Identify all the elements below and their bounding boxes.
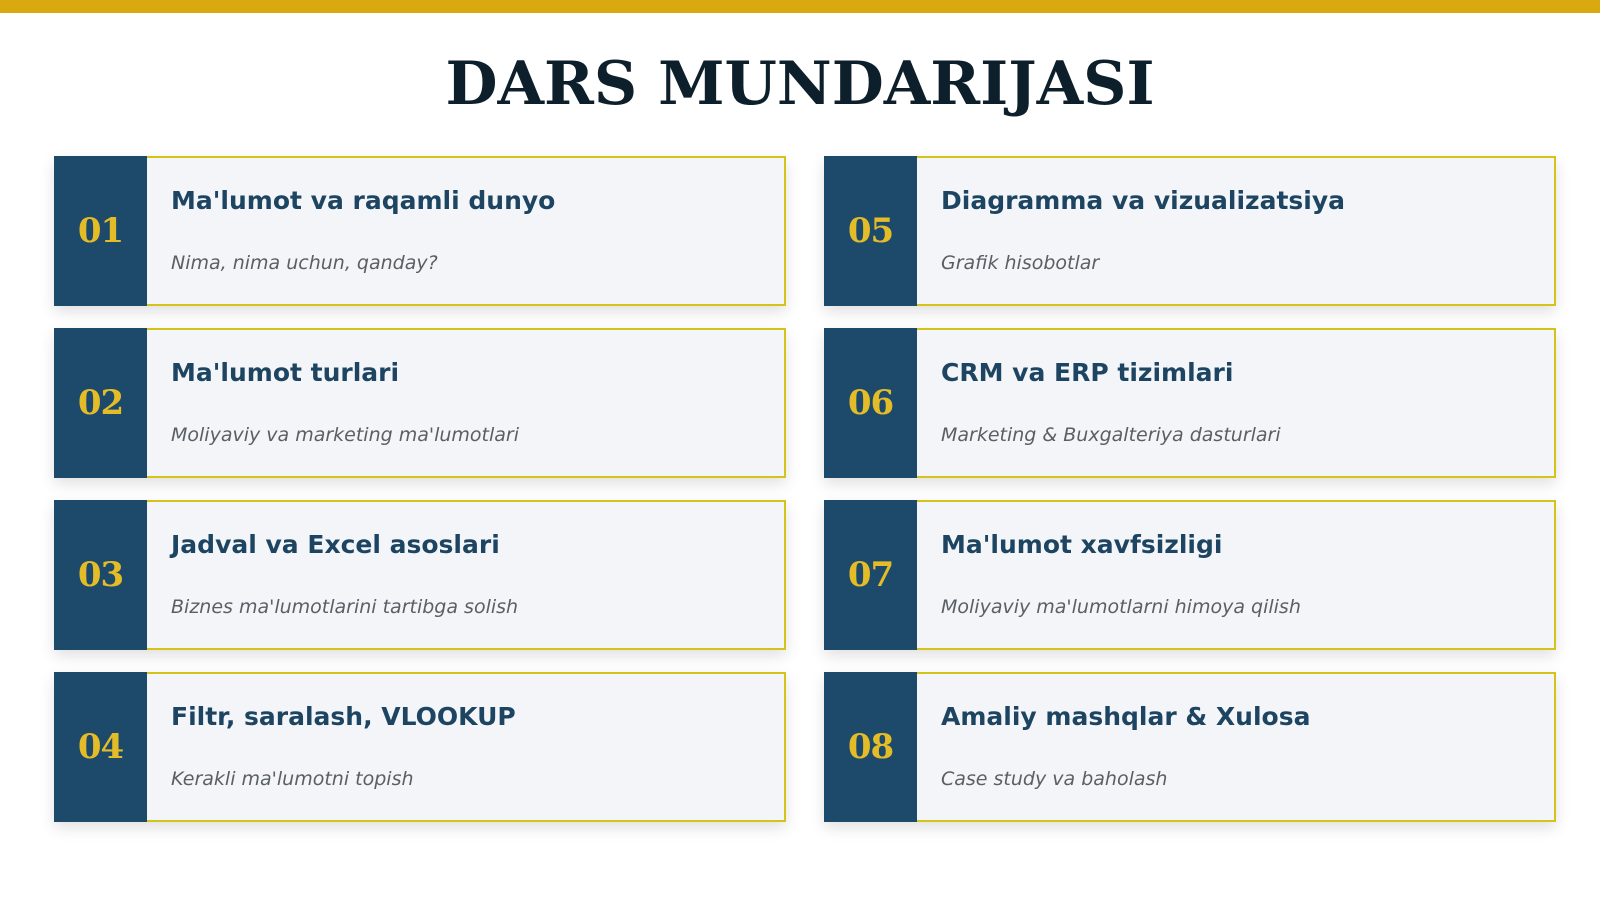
item-title: Jadval va Excel asoslari <box>171 530 500 559</box>
item-content <box>917 156 1556 306</box>
item-number-box <box>824 156 917 306</box>
item-number: 05 <box>847 211 894 251</box>
item-subtitle: Biznes ma'lumotlarini tartibga solish <box>171 596 519 618</box>
item-number: 07 <box>847 555 894 595</box>
item-title: Ma'lumot va raqamli dunyo <box>171 186 556 215</box>
item-number: 08 <box>847 727 894 767</box>
agenda-grid <box>54 156 1556 822</box>
item-subtitle: Case study va baholash <box>941 768 1168 790</box>
agenda-item-06[interactable] <box>824 328 1556 478</box>
agenda-item-03[interactable] <box>54 500 786 650</box>
item-subtitle: Grafik hisobotlar <box>941 252 1100 274</box>
item-number-box <box>54 328 147 478</box>
item-content <box>917 328 1556 478</box>
agenda-item-07[interactable] <box>824 500 1556 650</box>
item-title: Diagramma va vizualizatsiya <box>941 186 1346 215</box>
item-content <box>917 672 1556 822</box>
item-content <box>147 672 786 822</box>
item-number-box <box>824 500 917 650</box>
item-number-box <box>824 328 917 478</box>
item-content <box>917 500 1556 650</box>
item-title: Filtr, saralash, VLOOKUP <box>171 702 516 731</box>
item-subtitle: Nima, nima uchun, qanday? <box>171 252 438 274</box>
item-subtitle: Moliyaviy ma'lumotlarni himoya qilish <box>941 596 1301 618</box>
item-title: CRM va ERP tizimlari <box>941 358 1234 387</box>
agenda-item-05[interactable] <box>824 156 1556 306</box>
agenda-item-02[interactable] <box>54 328 786 478</box>
item-number-box <box>54 500 147 650</box>
item-title: Ma'lumot xavfsizligi <box>941 530 1223 559</box>
item-content <box>147 328 786 478</box>
item-subtitle: Moliyaviy va marketing ma'lumotlari <box>171 424 520 446</box>
item-number-box <box>54 672 147 822</box>
top-accent-bar <box>0 0 1600 13</box>
item-number: 01 <box>77 211 124 251</box>
item-title: Amaliy mashqlar & Xulosa <box>941 702 1311 731</box>
item-content <box>147 500 786 650</box>
page-title: DARS MUNDARIJASI <box>445 49 1155 119</box>
item-content <box>147 156 786 306</box>
item-number: 04 <box>77 727 124 767</box>
item-number-box <box>54 156 147 306</box>
item-number: 03 <box>77 555 124 595</box>
item-subtitle: Marketing & Buxgalteriya dasturlari <box>941 424 1281 446</box>
agenda-item-08[interactable] <box>824 672 1556 822</box>
item-number: 02 <box>77 383 124 423</box>
agenda-item-01[interactable] <box>54 156 786 306</box>
item-number: 06 <box>847 383 894 423</box>
agenda-item-04[interactable] <box>54 672 786 822</box>
item-number-box <box>824 672 917 822</box>
item-title: Ma'lumot turlari <box>171 358 400 387</box>
item-subtitle: Kerakli ma'lumotni topish <box>171 768 414 790</box>
